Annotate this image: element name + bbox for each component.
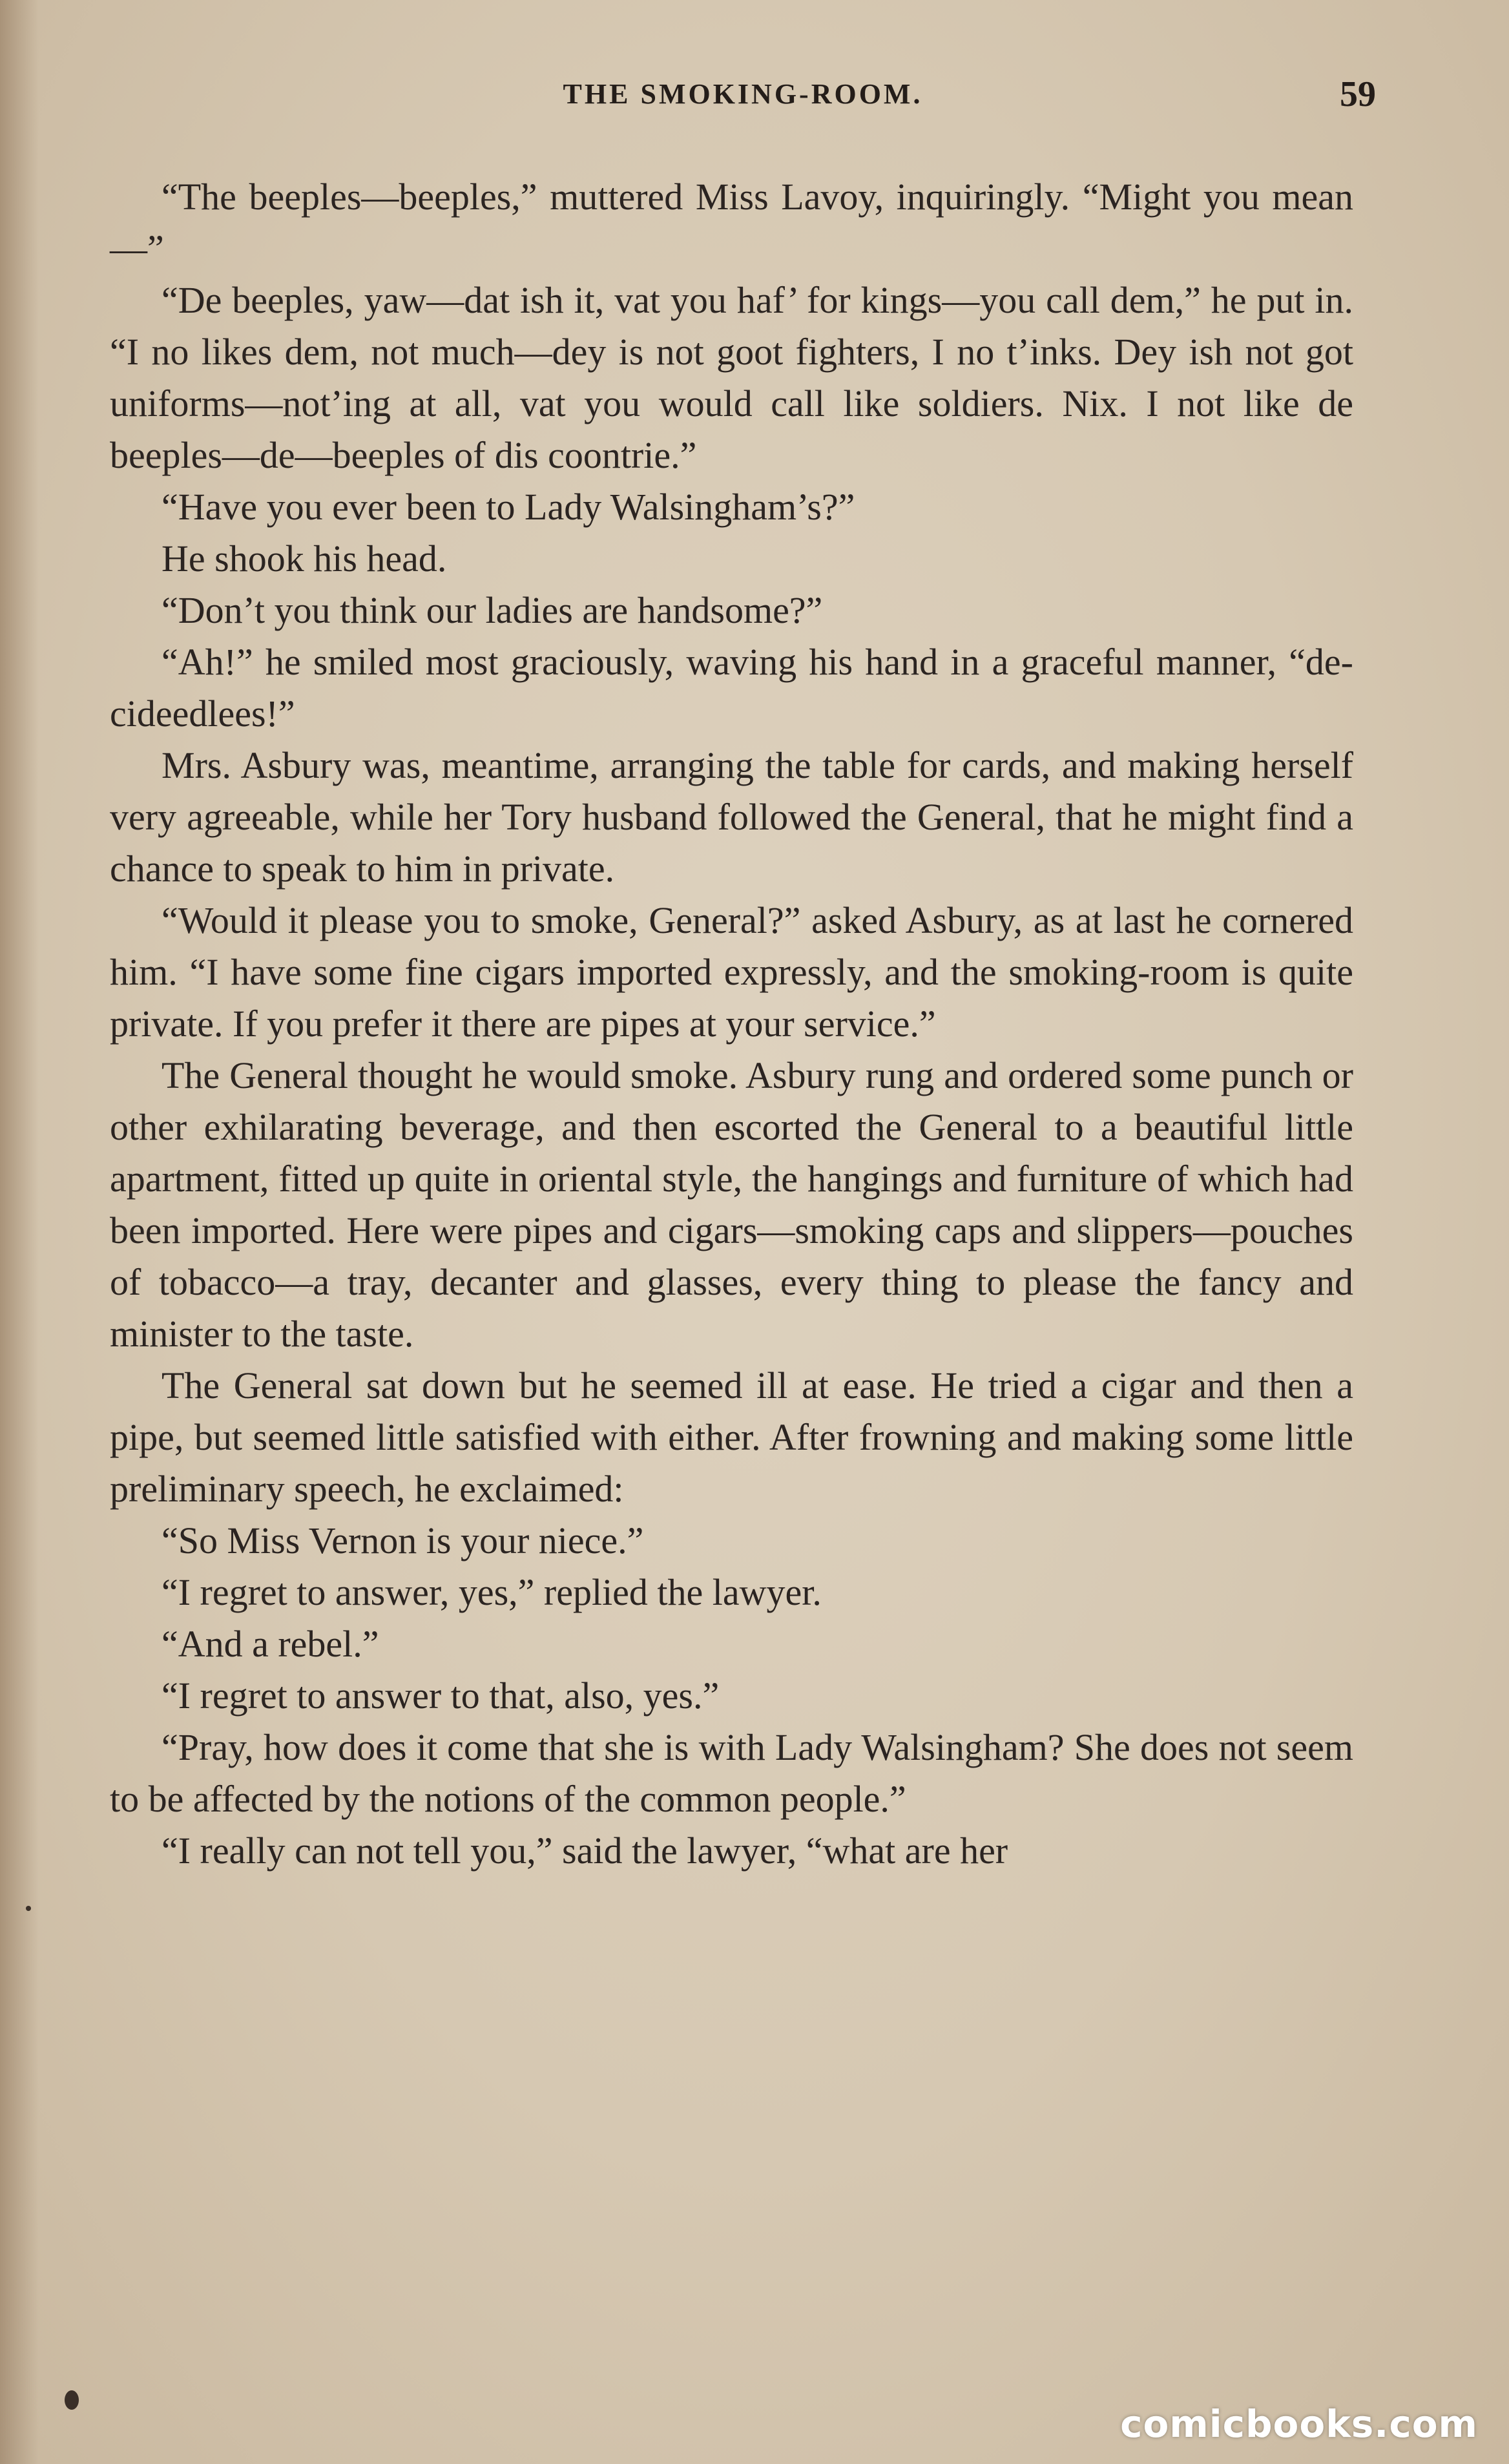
body-text	[110, 171, 1353, 1877]
page-header	[110, 74, 1376, 129]
paragraph: “And a rebel.”	[161, 1623, 379, 1665]
print-speck	[65, 2390, 79, 2410]
site-watermark: comicbooks.com	[1120, 2402, 1478, 2446]
paragraph: “I regret to answer to that, also, yes.”	[161, 1675, 720, 1717]
paragraph: “I really can not tell you,” said the lawyer, “what are her	[161, 1830, 1008, 1872]
paragraph: Mrs. Asbury was, meantime, arranging the table for cards, and making herself very agreeable, while her Tory husband followed the General, that he might find a chance to speak to him in private.	[110, 744, 1353, 890]
paragraph: The General thought he would smoke. Asbury rung and ordered some punch or other exhilarating beverage, and then escorted the General to a beautiful little apartment, fitted up quite in oriental style, the hangings and furniture of which had been imported. Here were pipes and cigars—smoking caps and slippers—pouches of tobacco—a tray, decanter and glasses, every thing to please the fancy and minister to the taste.	[110, 1054, 1353, 1355]
paragraph: “Would it please you to smoke, General?” asked Asbury, as at last he cornered him. “I have some fine cigars imported expressly, and the smoking-room is quite private. If you prefer it there are pipes at your service.”	[110, 899, 1353, 1045]
paragraph: The General sat down but he seemed ill at ease. He tried a cigar and then a pipe, but seemed little satisfied with either. After frowning and making some little preliminary speech, he exclaimed:	[110, 1364, 1353, 1510]
paragraph: He shook his head.	[161, 538, 447, 579]
paragraph: “De beeples, yaw—dat ish it, vat you haf’ for kings—you call dem,” he put in. “I no likes dem, not much—dey is not goot fighters, I no t’inks. Dey ish not got uniforms—not’ing at all, vat you would call like soldiers. Nix. I not like de beeples—de—beeples of dis coontrie.”	[110, 279, 1353, 476]
paragraph: “Don’t you think our ladies are handsome?”	[161, 589, 823, 631]
paragraph: “So Miss Vernon is your niece.”	[161, 1519, 644, 1561]
running-head: THE SMOKING-ROOM.	[563, 78, 923, 110]
paragraph: “I regret to answer, yes,” replied the lawyer.	[161, 1571, 822, 1613]
paragraph: “Pray, how does it come that she is with Lady Walsingham? She does not seem to be affected by the notions of the common people.”	[110, 1726, 1353, 1820]
print-speck	[26, 1906, 31, 1911]
paragraph: “Ah!” he smiled most graciously, waving his hand in a graceful manner, “de-cideedlees!”	[110, 641, 1353, 735]
paragraph: “Have you ever been to Lady Walsingham’s?”	[161, 486, 855, 528]
page-number: 59	[1340, 74, 1376, 114]
paragraph: “The beeples—beeples,” muttered Miss Lavoy, inquiringly. “Might you mean—”	[110, 176, 1353, 269]
page-edge-shadow	[0, 0, 39, 2464]
